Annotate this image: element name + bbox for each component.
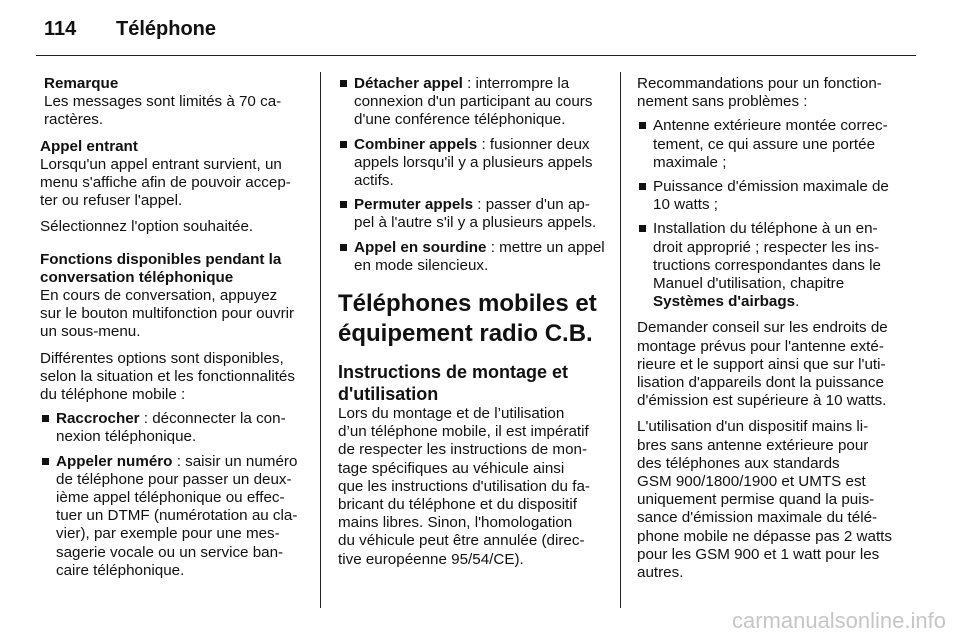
list-item-combine-calls: Combiner appels : fusionner deux appels lorsqu'il y a plusieurs appels actifs. <box>338 136 612 191</box>
select-option-text: Sélectionnez l'option souhaitée. <box>40 218 254 236</box>
bullet-icon <box>42 458 49 465</box>
list-item-call-number: Appeler numéro : saisir un numéro de téléphone pour passer un deux- ième appel téléphonique ou effec- tuer un DTMF (numérotation au cla- vier), par exemple pour une mes- sagerie vocale ou un service ban- caire téléphonique. <box>40 453 312 580</box>
header-rule <box>36 55 916 56</box>
installation-text: Lors du montage et de l’utilisation d’un téléphone mobile, il est impératif de respecter les instructions de mon- tage spécifiques au véhicule ainsi que les instructions d'utilisation du fa- bricant du téléphone et du dispositif mains libres. Sinon, l'homologation du véhicule peut être annulée (direc- tive européenne 95/54/CE). <box>338 405 590 568</box>
remark-note <box>40 75 312 130</box>
handsfree-text: L'utilisation d'un dispositif mains li- bres sans antenne extérieure pour des téléphones aux standards GSM 900/1800/1900 et UMTS est uniquement permise quand la puis- sance d'émission maximale du télé- phone mobile ne dépasse pas 2 watts pour les GSM 900 et 1 watt pour les autres. <box>637 418 892 582</box>
column-3 <box>637 75 913 582</box>
bullet-icon <box>639 183 646 190</box>
remark-title: Remarque <box>44 75 119 92</box>
bullet-icon <box>340 244 347 251</box>
column-separator-2 <box>620 72 621 608</box>
list-item-installation: Installation du téléphone à un en- droit approprié ; respecter les ins- tructions correspondantes dans le Manuel d'utilisation, chapitre Systèmes d'airbags. <box>637 220 913 311</box>
bullet-icon <box>340 201 347 208</box>
list-item-antenna: Antenne extérieure montée correc- tement, ce qui assure une portée maximale ; <box>637 117 913 172</box>
functions-text: En cours de conversation, appuyez sur le bouton multifonction pour ouvrir un sous-menu. <box>40 287 295 341</box>
list-item-detach-call: Détacher appel : interrompre la connexion d'un participant au cours d'une conférence téléphonique. <box>338 75 612 130</box>
section-heading: Téléphones mobiles et équipement radio C.B. <box>338 290 597 348</box>
remark-text: Les messages sont limités à 70 ca- ractères. <box>44 93 282 129</box>
bullet-icon <box>639 122 646 129</box>
recommendations-intro: Recommandations pour un fonction- nement sans problèmes : <box>637 75 882 111</box>
bullet-icon <box>639 225 646 232</box>
list-item-mute-call: Appel en sourdine : mettre un appel en mode silencieux. <box>338 239 612 275</box>
options-text: Différentes options sont disponibles, selon la situation et les fonctionnalités du téléphone mobile : <box>40 349 295 404</box>
bullet-icon <box>340 141 347 148</box>
subsection-heading: Instructions de montage et d'utilisation <box>338 362 569 405</box>
list-item-swap-calls: Permuter appels : passer d'un ap- pel à l'autre s'il y a plusieurs appels. <box>338 196 612 232</box>
column-separator-1 <box>320 72 321 608</box>
incoming-call-text: Lorsqu'un appel entrant survient, un menu s'affiche afin de pouvoir accep- ter ou refuser l'appel. <box>40 155 291 210</box>
list-item-power: Puissance d'émission maximale de 10 watts ; <box>637 178 913 214</box>
incoming-call-title: Appel entrant <box>40 137 138 155</box>
column-1 <box>40 75 312 580</box>
column-2 <box>338 75 612 569</box>
list-item-hang-up: Raccrocher : déconnecter la con- nexion téléphonique. <box>40 410 312 446</box>
bullet-icon <box>42 415 49 422</box>
watermark: carmanualsonline.info <box>731 608 946 633</box>
page-title: Téléphone <box>116 18 217 40</box>
bullet-icon <box>340 80 347 87</box>
functions-title: Fonctions disponibles pendant la conversation téléphonique <box>40 250 282 286</box>
page-number: 114 <box>44 18 77 40</box>
advice-text: Demander conseil sur les endroits de montage prévus pour l'antenne exté- rieure et le support ainsi que sur l'uti- lisation d'appareils dont la puissance d'émission est supérieure à 10 watts. <box>637 319 888 410</box>
